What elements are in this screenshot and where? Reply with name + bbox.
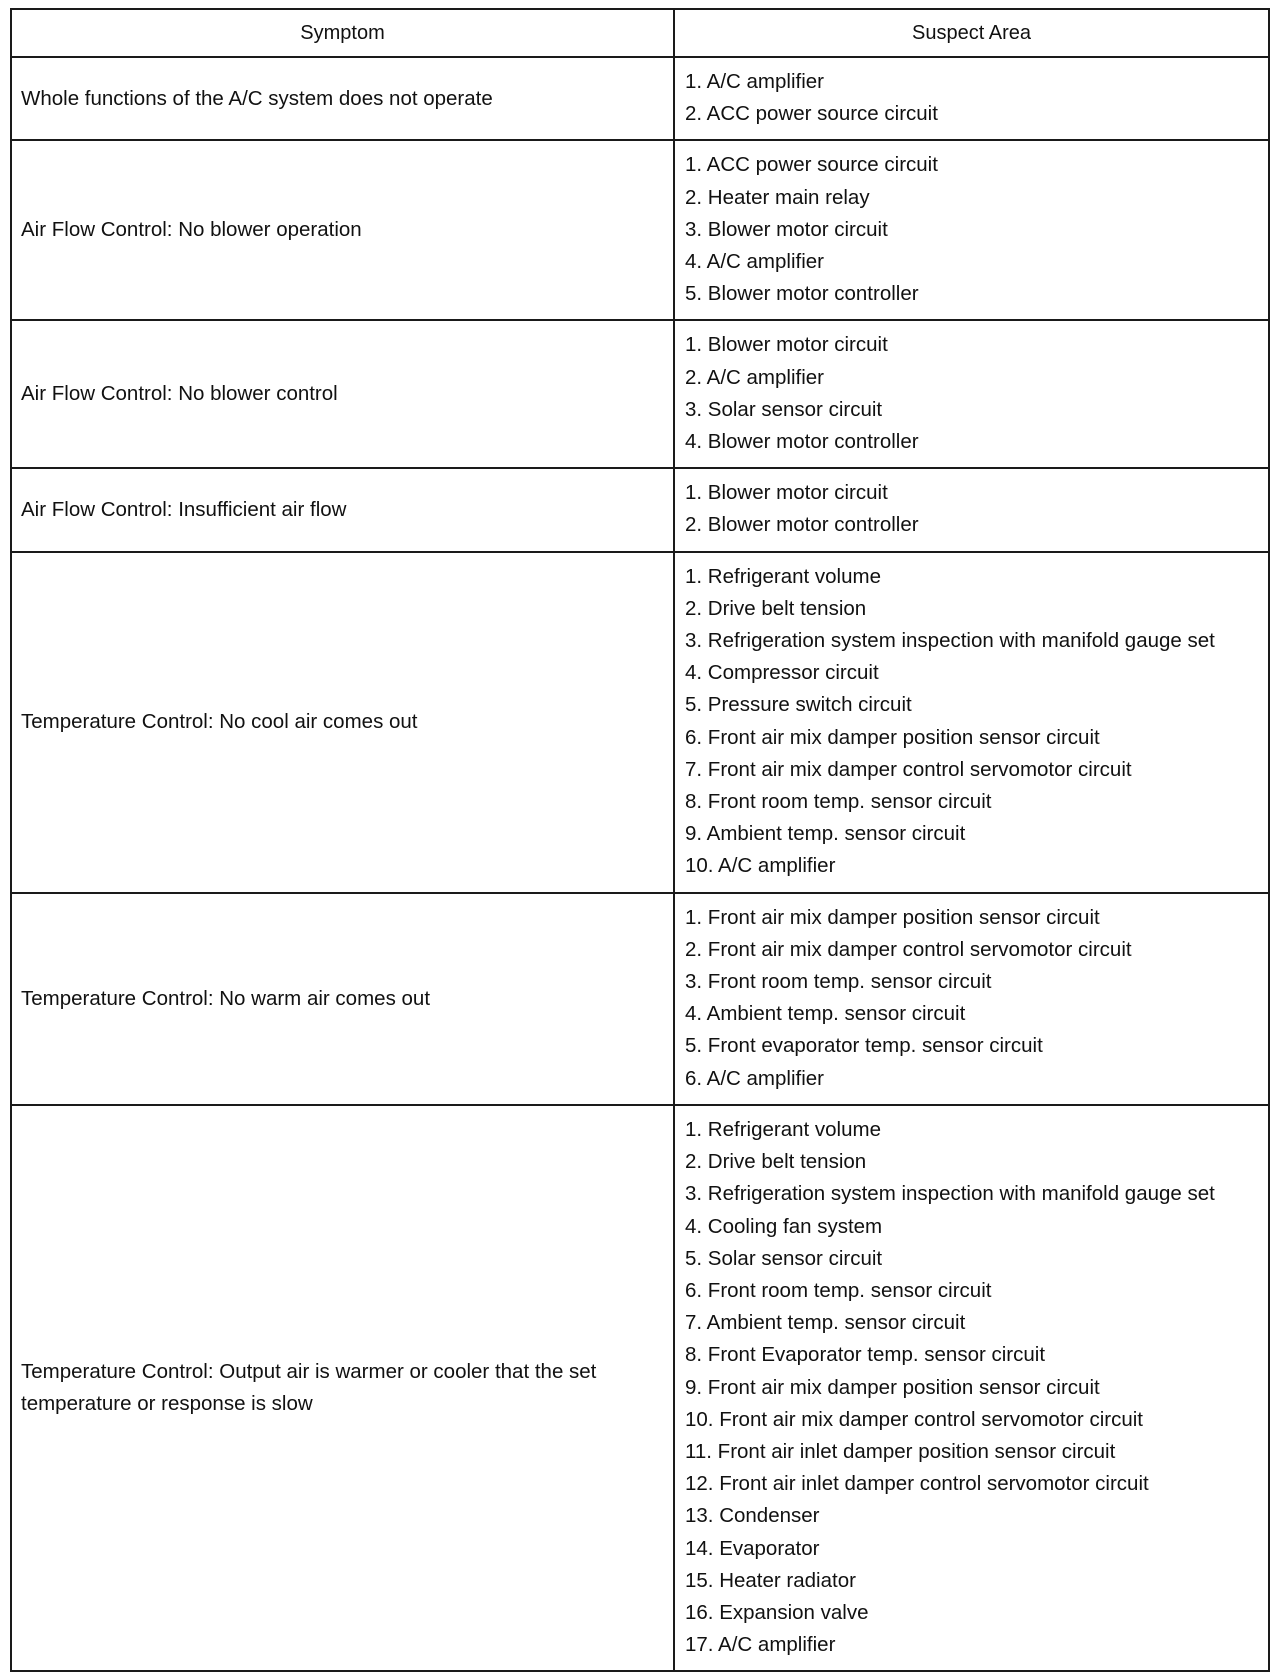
symptom-cell bbox=[11, 1105, 674, 1671]
symptom-cell: Temperature Control: No warm air comes out bbox=[11, 893, 674, 1105]
suspect-area-header: Suspect Area bbox=[674, 9, 1269, 57]
suspect-area-item: 13. Condenser bbox=[685, 1504, 820, 1528]
suspect-area-item: 4. Compressor circuit bbox=[685, 661, 879, 685]
suspect-area-item: 5. Pressure switch circuit bbox=[685, 693, 912, 717]
document-page bbox=[10, 8, 1268, 1672]
suspect-area-item: 4. Cooling fan system bbox=[685, 1214, 883, 1238]
suspect-area-cell bbox=[674, 320, 1269, 468]
suspect-area-item: 2. A/C amplifier bbox=[685, 365, 824, 389]
symptom-cell: Air Flow Control: No blower control bbox=[11, 320, 674, 468]
suspect-area-item: 4. A/C amplifier bbox=[685, 250, 824, 274]
suspect-area-item: 10. A/C amplifier bbox=[685, 854, 836, 878]
symptom-header: Symptom bbox=[11, 9, 674, 57]
suspect-area-cell bbox=[674, 468, 1269, 551]
table-row bbox=[11, 320, 1269, 468]
suspect-area-item: 2. Blower motor controller bbox=[685, 513, 919, 537]
header-row bbox=[11, 9, 1269, 57]
suspect-area-item: 8. Front Evaporator temp. sensor circuit bbox=[685, 1343, 1046, 1367]
suspect-area-item: 10. Front air mix damper control servomotor circuit bbox=[685, 1407, 1143, 1431]
table-row bbox=[11, 468, 1269, 551]
table-row bbox=[11, 893, 1269, 1105]
suspect-area-item: 1. Refrigerant volume bbox=[685, 1117, 881, 1141]
suspect-area-item: 11. Front air inlet damper position sensor circuit bbox=[685, 1439, 1116, 1463]
suspect-area-item: 1. Blower motor circuit bbox=[685, 333, 888, 357]
symptom-cell: Temperature Control: No cool air comes out bbox=[11, 552, 674, 893]
symptom-line: temperature or response is slow bbox=[21, 1392, 313, 1416]
suspect-area-item: 6. Front room temp. sensor circuit bbox=[685, 1278, 992, 1302]
suspect-area-item: 2. Drive belt tension bbox=[685, 1150, 867, 1174]
suspect-area-item: 7. Front air mix damper control servomotor circuit bbox=[685, 757, 1132, 781]
table-row bbox=[11, 552, 1269, 893]
suspect-area-item: 16. Expansion valve bbox=[685, 1600, 869, 1624]
suspect-area-item: 4. Ambient temp. sensor circuit bbox=[685, 1002, 966, 1026]
suspect-area-cell bbox=[674, 552, 1269, 893]
suspect-area-item: 2. ACC power source circuit bbox=[685, 102, 938, 126]
suspect-area-item: 1. A/C amplifier bbox=[685, 70, 824, 93]
suspect-area-item: 3. Refrigeration system inspection with manifold gauge set bbox=[685, 1182, 1215, 1206]
suspect-area-item: 9. Front air mix damper position sensor circuit bbox=[685, 1375, 1100, 1399]
suspect-area-item: 15. Heater radiator bbox=[685, 1568, 856, 1592]
suspect-area-item: 5. Blower motor controller bbox=[685, 282, 919, 306]
suspect-area-cell bbox=[674, 140, 1269, 320]
suspect-area-item: 1. ACC power source circuit bbox=[685, 153, 938, 177]
suspect-area-item: 17. A/C amplifier bbox=[685, 1633, 836, 1657]
symptom-line: Temperature Control: Output air is warmer or cooler that the set bbox=[21, 1360, 597, 1384]
symptom-cell: Air Flow Control: Insufficient air flow bbox=[11, 468, 674, 551]
table-row bbox=[11, 1105, 1269, 1671]
suspect-area-item: 3. Refrigeration system inspection with manifold gauge set bbox=[685, 629, 1215, 653]
suspect-area-item: 3. Solar sensor circuit bbox=[685, 397, 883, 421]
suspect-area-item: 1. Blower motor circuit bbox=[685, 481, 888, 505]
suspect-area-cell bbox=[674, 57, 1269, 140]
suspect-area-item: 3. Blower motor circuit bbox=[685, 217, 888, 241]
suspect-area-item: 7. Ambient temp. sensor circuit bbox=[685, 1311, 966, 1335]
table-row bbox=[11, 140, 1269, 320]
suspect-area-cell bbox=[674, 1105, 1269, 1671]
suspect-area-item: 6. Front air mix damper position sensor circuit bbox=[685, 725, 1100, 749]
suspect-area-item: 14. Evaporator bbox=[685, 1536, 820, 1560]
suspect-area-item: 6. A/C amplifier bbox=[685, 1066, 824, 1090]
suspect-area-item: 2. Drive belt tension bbox=[685, 596, 867, 620]
symptom-cell: Whole functions of the A/C system does not operate bbox=[11, 57, 674, 140]
suspect-area-item: 3. Front room temp. sensor circuit bbox=[685, 970, 992, 994]
suspect-area-item: 2. Heater main relay bbox=[685, 185, 870, 209]
symptom-cell: Air Flow Control: No blower operation bbox=[11, 140, 674, 320]
suspect-area-item: 12. Front air inlet damper control servomotor circuit bbox=[685, 1472, 1149, 1496]
suspect-area-item: 4. Blower motor controller bbox=[685, 430, 919, 454]
suspect-area-item: 1. Refrigerant volume bbox=[685, 564, 881, 588]
table-row bbox=[11, 57, 1269, 140]
suspect-area-item: 2. Front air mix damper control servomotor circuit bbox=[685, 937, 1132, 961]
suspect-area-item: 8. Front room temp. sensor circuit bbox=[685, 790, 992, 814]
suspect-area-item: 9. Ambient temp. sensor circuit bbox=[685, 822, 966, 846]
troubleshooting-table bbox=[10, 8, 1270, 1672]
suspect-area-item: 1. Front air mix damper position sensor circuit bbox=[685, 905, 1100, 929]
suspect-area-item: 5. Front evaporator temp. sensor circuit bbox=[685, 1034, 1043, 1058]
suspect-area-item: 5. Solar sensor circuit bbox=[685, 1246, 883, 1270]
suspect-area-cell bbox=[674, 893, 1269, 1105]
